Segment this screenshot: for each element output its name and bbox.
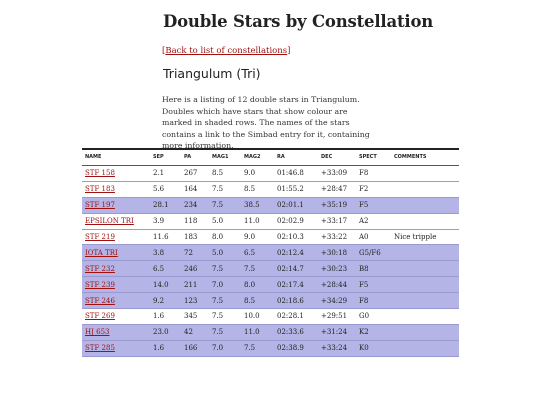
cell-pa: 211 — [181, 277, 209, 293]
column-header-mag1: MAG1 — [209, 149, 241, 166]
cell-mag1: 5.0 — [209, 245, 241, 261]
cell-sep: 3.8 — [150, 245, 181, 261]
cell-ra: 01:55.2 — [274, 181, 318, 197]
page-title: Double Stars by Constellation — [163, 12, 434, 31]
cell-dec: +28:47 — [318, 181, 356, 197]
double-stars-table — [82, 148, 459, 357]
cell-mag1: 7.5 — [209, 181, 241, 197]
star-name-link[interactable]: STF 232 — [85, 264, 115, 273]
cell-sep: 23.0 — [150, 324, 181, 340]
table-row — [82, 245, 459, 261]
cell-comments — [391, 166, 459, 182]
cell-ra: 02:14.7 — [274, 261, 318, 277]
cell-sep: 11.6 — [150, 229, 181, 245]
cell-mag2: 9.0 — [241, 166, 274, 182]
cell-pa: 118 — [181, 213, 209, 229]
column-header-dec: DEC — [318, 149, 356, 166]
cell-spect: F8 — [356, 166, 391, 182]
table-row — [82, 261, 459, 277]
cell-ra: 02:10.3 — [274, 229, 318, 245]
cell-mag1: 7.5 — [209, 261, 241, 277]
cell-comments — [391, 213, 459, 229]
cell-sep: 1.6 — [150, 309, 181, 325]
table-row — [82, 213, 459, 229]
cell-mag1: 7.5 — [209, 293, 241, 309]
cell-sep: 6.5 — [150, 261, 181, 277]
cell-mag1: 7.0 — [209, 340, 241, 356]
cell-pa: 123 — [181, 293, 209, 309]
table-row — [82, 229, 459, 245]
cell-mag2: 6.5 — [241, 245, 274, 261]
cell-name — [82, 166, 150, 182]
cell-spect: G0 — [356, 309, 391, 325]
cell-spect: F5 — [356, 197, 391, 213]
cell-mag2: 38.5 — [241, 197, 274, 213]
table-row — [82, 197, 459, 213]
cell-ra: 02:38.9 — [274, 340, 318, 356]
cell-comments — [391, 309, 459, 325]
star-name-link[interactable]: EPSILON TRI — [85, 217, 134, 226]
cell-mag1: 7.0 — [209, 277, 241, 293]
cell-comments — [391, 340, 459, 356]
cell-pa: 183 — [181, 229, 209, 245]
cell-ra: 01:46.8 — [274, 166, 318, 182]
star-name-link[interactable]: HJ 653 — [85, 328, 110, 337]
column-header-sep: SEP — [150, 149, 181, 166]
cell-dec: +29:51 — [318, 309, 356, 325]
cell-sep: 1.6 — [150, 340, 181, 356]
cell-pa: 72 — [181, 245, 209, 261]
cell-comments: Nice tripple — [391, 229, 459, 245]
cell-name — [82, 197, 150, 213]
cell-dec: +33:09 — [318, 166, 356, 182]
star-name-link[interactable]: STF 197 — [85, 201, 115, 210]
cell-sep: 9.2 — [150, 293, 181, 309]
cell-dec: +30:18 — [318, 245, 356, 261]
cell-comments — [391, 181, 459, 197]
cell-dec: +33:17 — [318, 213, 356, 229]
table-row — [82, 166, 459, 182]
cell-mag2: 8.5 — [241, 181, 274, 197]
cell-ra: 02:33.6 — [274, 324, 318, 340]
cell-mag1: 5.0 — [209, 213, 241, 229]
table-row — [82, 293, 459, 309]
cell-pa: 166 — [181, 340, 209, 356]
cell-spect: K2 — [356, 324, 391, 340]
cell-mag2: 11.0 — [241, 324, 274, 340]
cell-dec: +35:19 — [318, 197, 356, 213]
cell-name — [82, 324, 150, 340]
cell-name — [82, 277, 150, 293]
cell-mag2: 11.0 — [241, 213, 274, 229]
star-name-link[interactable]: STF 285 — [85, 344, 115, 353]
cell-mag2: 7.5 — [241, 261, 274, 277]
cell-ra: 02:02.9 — [274, 213, 318, 229]
cell-ra: 02:18.6 — [274, 293, 318, 309]
cell-mag2: 8.0 — [241, 277, 274, 293]
cell-mag1: 8.5 — [209, 166, 241, 182]
cell-comments — [391, 197, 459, 213]
cell-mag1: 7.5 — [209, 324, 241, 340]
cell-dec: +30:23 — [318, 261, 356, 277]
column-header-spect: SPECT — [356, 149, 391, 166]
back-link-wrapper: [Back to list of constellations] — [162, 46, 291, 56]
cell-name — [82, 340, 150, 356]
cell-name — [82, 181, 150, 197]
back-to-constellations-link[interactable]: Back to list of constellations — [165, 46, 288, 56]
cell-name — [82, 309, 150, 325]
cell-pa: 345 — [181, 309, 209, 325]
cell-sep: 14.0 — [150, 277, 181, 293]
cell-sep: 5.6 — [150, 181, 181, 197]
star-name-link[interactable]: IOTA TRI — [85, 248, 118, 257]
star-name-link[interactable]: STF 183 — [85, 185, 115, 194]
table-body — [82, 166, 459, 357]
cell-name — [82, 229, 150, 245]
column-header-ra: RA — [274, 149, 318, 166]
cell-comments — [391, 261, 459, 277]
cell-mag2: 8.5 — [241, 293, 274, 309]
cell-mag2: 9.0 — [241, 229, 274, 245]
cell-dec: +31:24 — [318, 324, 356, 340]
cell-mag1: 8.0 — [209, 229, 241, 245]
cell-sep: 3.9 — [150, 213, 181, 229]
intro-paragraph: Here is a listing of 12 double stars in Triangulum. Doubles which have stars that show colour are marked in shaded rows. The names of the stars contains a link to the Simbad entry for it, containing more information. — [162, 95, 370, 150]
cell-spect: F5 — [356, 277, 391, 293]
cell-comments — [391, 245, 459, 261]
cell-spect: K0 — [356, 340, 391, 356]
cell-pa: 267 — [181, 166, 209, 182]
cell-comments — [391, 324, 459, 340]
cell-spect: A2 — [356, 213, 391, 229]
cell-spect: A0 — [356, 229, 391, 245]
cell-pa: 42 — [181, 324, 209, 340]
cell-comments — [391, 277, 459, 293]
table-row — [82, 309, 459, 325]
cell-sep: 2.1 — [150, 166, 181, 182]
column-header-comments: COMMENTS — [391, 149, 459, 166]
cell-pa: 164 — [181, 181, 209, 197]
star-name-link[interactable]: STF 239 — [85, 280, 115, 289]
cell-mag2: 10.0 — [241, 309, 274, 325]
cell-mag2: 7.5 — [241, 340, 274, 356]
cell-pa: 246 — [181, 261, 209, 277]
cell-dec: +28:44 — [318, 277, 356, 293]
column-header-name: NAME — [82, 149, 150, 166]
cell-name — [82, 261, 150, 277]
cell-ra: 02:17.4 — [274, 277, 318, 293]
column-header-mag2: MAG2 — [241, 149, 274, 166]
table-header-row — [82, 149, 459, 166]
table-row — [82, 277, 459, 293]
table-row — [82, 324, 459, 340]
cell-mag1: 7.5 — [209, 197, 241, 213]
star-name-link[interactable]: STF 219 — [85, 233, 115, 241]
cell-spect: B8 — [356, 261, 391, 277]
cell-ra: 02:28.1 — [274, 309, 318, 325]
table-row — [82, 340, 459, 356]
star-name-link[interactable]: STF 269 — [85, 312, 115, 321]
cell-name — [82, 293, 150, 309]
constellation-heading: Triangulum (Tri) — [163, 66, 261, 81]
cell-dec: +33:24 — [318, 340, 356, 356]
cell-pa: 234 — [181, 197, 209, 213]
star-name-link[interactable]: STF 246 — [85, 296, 115, 305]
cell-spect: F2 — [356, 181, 391, 197]
star-name-link[interactable]: STF 158 — [85, 169, 115, 178]
cell-sep: 28.1 — [150, 197, 181, 213]
cell-ra: 02:01.1 — [274, 197, 318, 213]
column-header-pa: PA — [181, 149, 209, 166]
cell-name — [82, 213, 150, 229]
cell-dec: +34:29 — [318, 293, 356, 309]
cell-dec: +33:22 — [318, 229, 356, 245]
cell-comments — [391, 293, 459, 309]
cell-spect: G5/F6 — [356, 245, 391, 261]
cell-name — [82, 245, 150, 261]
cell-mag1: 7.5 — [209, 309, 241, 325]
cell-ra: 02:12.4 — [274, 245, 318, 261]
cell-spect: F8 — [356, 293, 391, 309]
table-row — [82, 181, 459, 197]
